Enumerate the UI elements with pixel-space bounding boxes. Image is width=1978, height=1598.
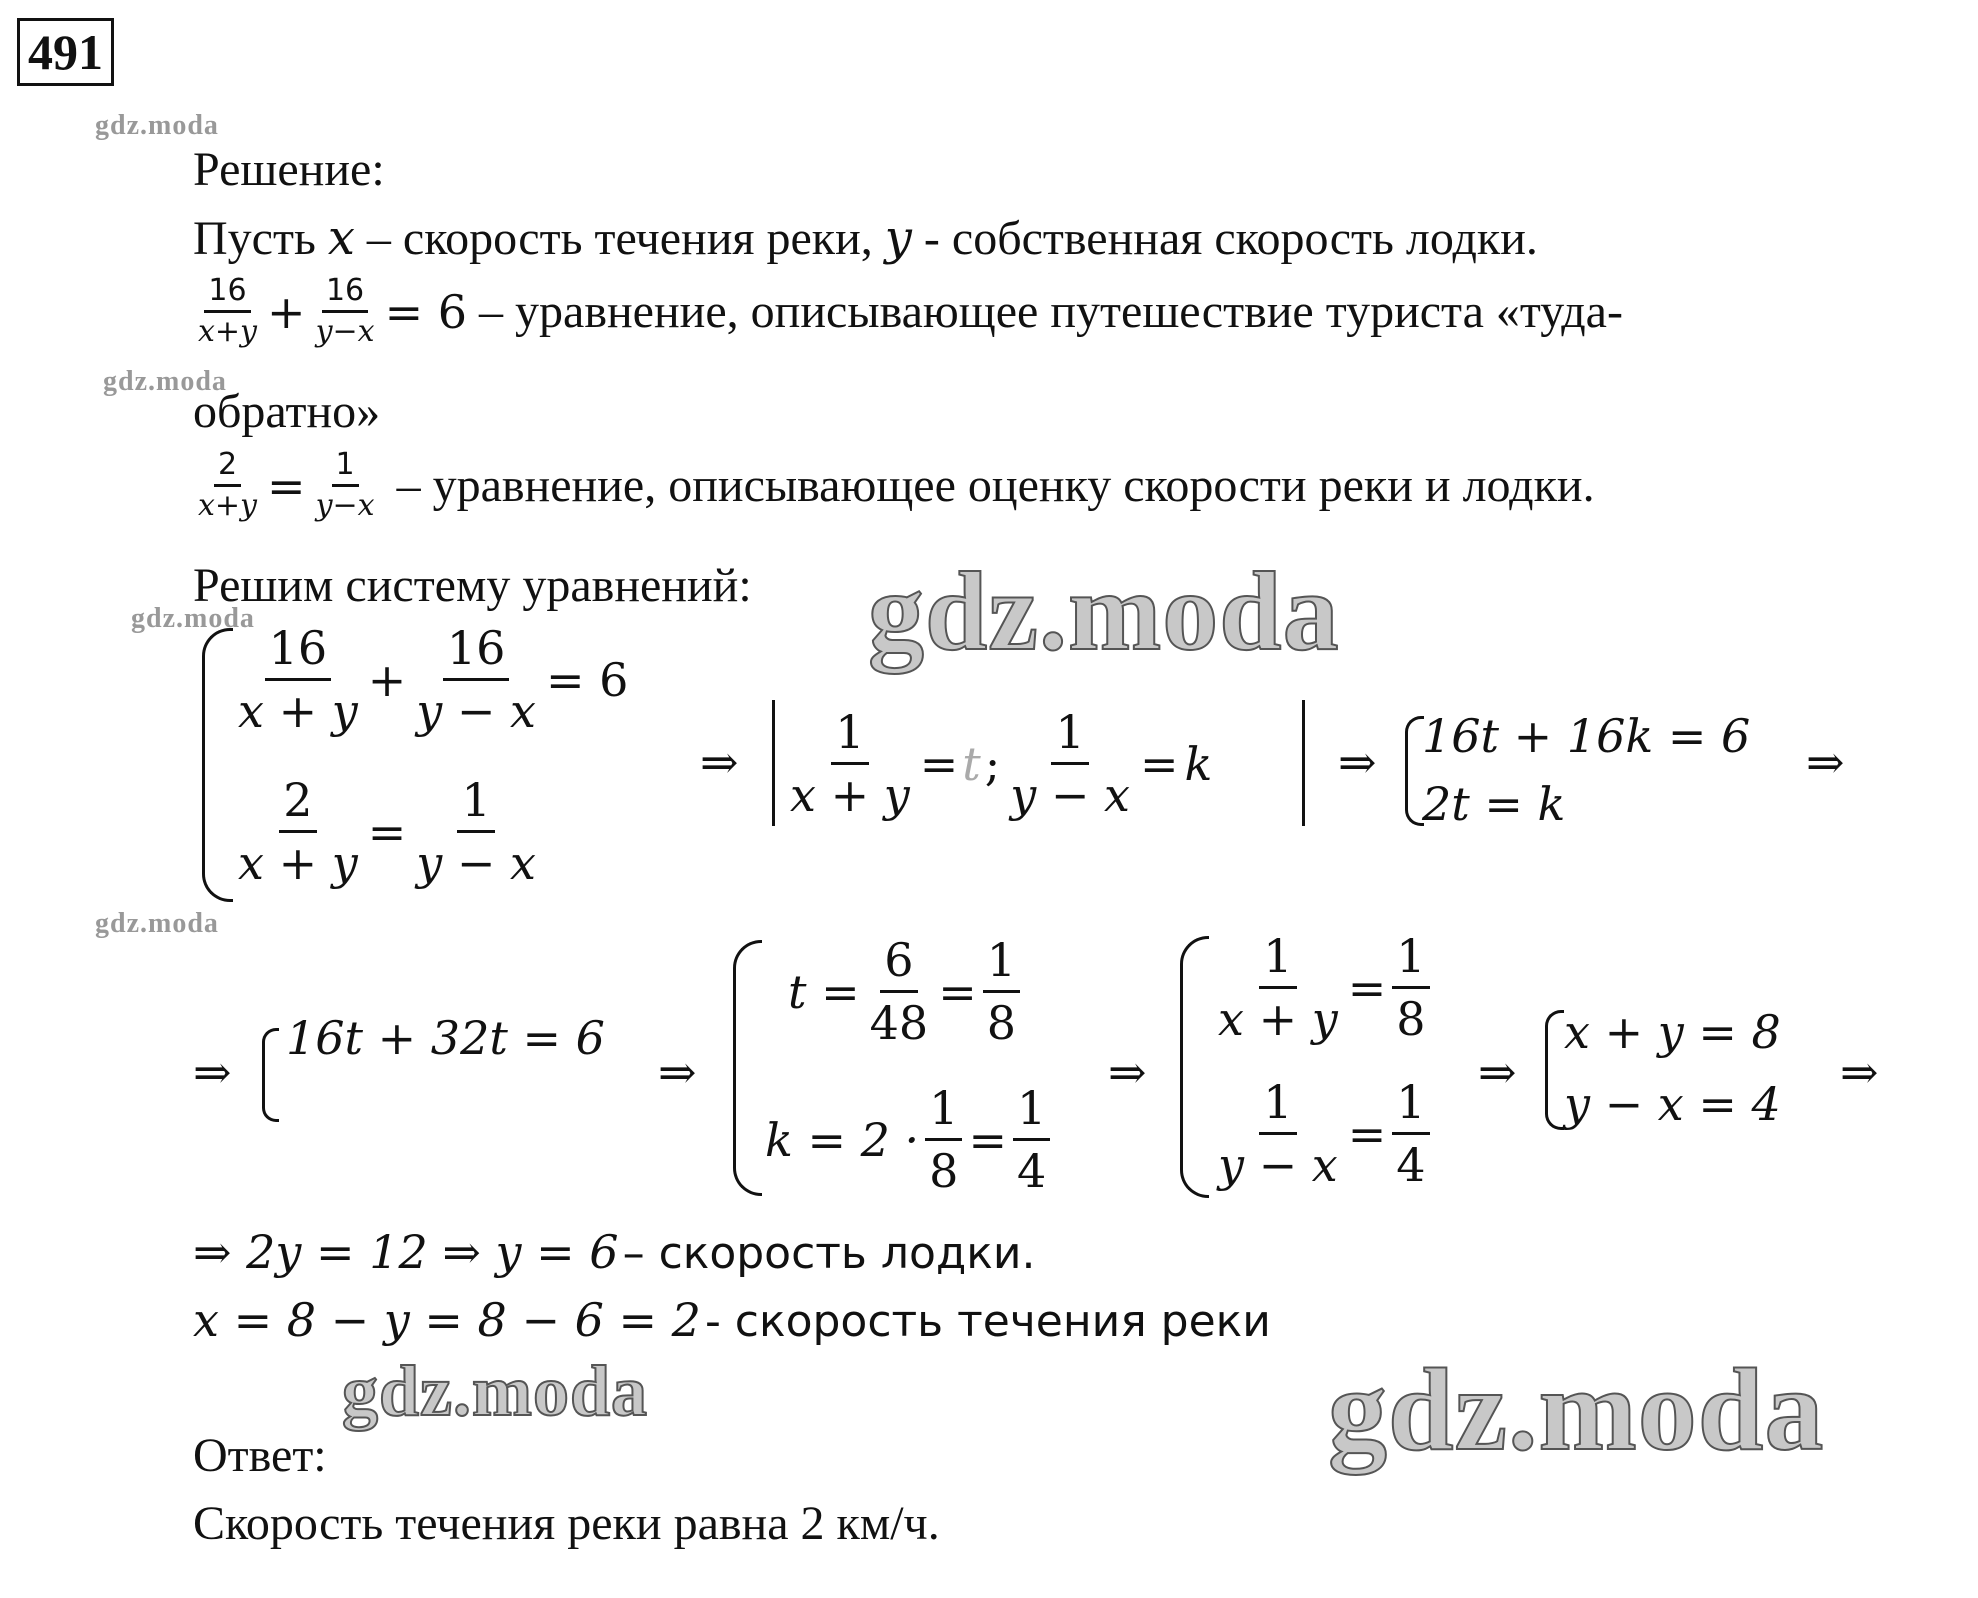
fraction (234, 618, 362, 741)
var-x: x (327, 210, 355, 266)
watermark-small: gdz.moda (95, 908, 219, 939)
plus-sign: + (367, 652, 407, 707)
k-value (765, 1078, 1056, 1201)
fraction (412, 770, 540, 893)
result-1-description: – скорость лодки. (622, 1228, 1036, 1279)
numerator: 1 (1013, 1078, 1050, 1141)
fraction (1392, 1072, 1429, 1195)
implies-arrow: ⇒ (700, 735, 739, 789)
watermark-small: gdz.moda (103, 366, 227, 397)
system-2-row-1: 16t + 16k = 6 (1422, 709, 1751, 763)
fraction (866, 930, 933, 1053)
equation-1-description-cont: обратно» (193, 385, 381, 438)
implies-arrow: ⇒ (1840, 1045, 1879, 1099)
plus-sign: + (267, 284, 306, 339)
denominator: y − x (1010, 768, 1130, 822)
denominator: x + y (1218, 992, 1338, 1046)
equation-1 (188, 272, 1623, 351)
let-line (193, 210, 1538, 267)
implies-arrow: ⇒ (1338, 735, 1377, 789)
fraction (1214, 1072, 1342, 1195)
numerator: 2 (214, 446, 241, 487)
let-text-2: – скорость течения реки, (366, 212, 873, 265)
subst-bar-left (772, 700, 775, 826)
equals-sign: = (267, 458, 306, 513)
substitution (780, 702, 1212, 825)
implies-arrow: ⇒ (1806, 735, 1845, 789)
watermark-large: gdz.moda (1328, 1344, 1825, 1475)
numerator: 16 (204, 272, 250, 313)
fraction (312, 272, 379, 351)
denominator: y − x (1218, 1138, 1338, 1192)
let-text-1: Пусть (193, 212, 316, 265)
denominator: x + y (790, 768, 910, 822)
equation-2-description: – уравнение, описывающее оценку скорости реки и лодки. (396, 458, 1595, 512)
fraction (194, 272, 261, 351)
equals-sign: = (1139, 736, 1179, 791)
watermark-large: gdz.moda (868, 550, 1340, 674)
denominator: x + y (238, 836, 358, 890)
answer-text: Скорость течения реки равна 2 км/ч. (193, 1497, 940, 1550)
k-lhs: k = 2 · (765, 1112, 920, 1167)
result-2-math: x = 8 − y = 8 − 6 = 2 (193, 1293, 701, 1347)
fraction (194, 446, 261, 525)
numerator: 16 (322, 272, 368, 313)
numerator: 1 (983, 930, 1020, 993)
result-2-description: - скорость течения реки (704, 1296, 1271, 1347)
system-brace (1545, 1010, 1564, 1130)
fraction (1006, 702, 1134, 825)
numerator: 1 (1392, 1072, 1429, 1135)
denominator: 48 (869, 996, 929, 1050)
fraction (786, 702, 914, 825)
denominator: x+y (198, 314, 258, 349)
system-brace (262, 1028, 279, 1122)
equation-1-description: – уравнение, описывающее путешествие туриста «туда- (479, 284, 1623, 338)
implies-arrow: ⇒ (193, 1045, 232, 1099)
system-2-row-2: 2t = k (1422, 777, 1566, 831)
let-text-3: - собственная скорость лодки. (923, 212, 1538, 265)
denominator: 8 (986, 996, 1017, 1050)
equals-sign: = (367, 804, 407, 859)
result-1 (193, 1222, 1035, 1282)
numerator: 1 (1259, 1072, 1296, 1135)
watermark-small: gdz.moda (131, 603, 255, 634)
fraction (983, 930, 1020, 1053)
var-k: k (1184, 736, 1213, 791)
denominator: y − x (416, 684, 536, 738)
system-4-row-2 (1208, 1072, 1436, 1195)
system-1-row-2 (228, 770, 546, 893)
numerator: 1 (1259, 926, 1296, 989)
implies-arrow: ⇒ (1108, 1045, 1147, 1099)
numerator: 1 (332, 446, 359, 487)
numerator: 16 (443, 618, 510, 681)
denominator: 8 (1396, 992, 1426, 1046)
subst-bar-right (1302, 700, 1305, 826)
denominator: 8 (929, 1144, 959, 1198)
equation-rhs: = 6 (545, 652, 629, 707)
denominator: 4 (1396, 1138, 1426, 1192)
watermark-medium: gdz.moda (342, 1351, 649, 1431)
fraction (312, 446, 379, 525)
result-1-math: ⇒ 2y = 12 ⇒ y = 6 (193, 1225, 619, 1279)
system-brace (733, 940, 762, 1196)
denominator: 4 (1017, 1144, 1047, 1198)
var-y: y (884, 210, 912, 266)
equals-sign: = (938, 964, 977, 1019)
denominator: y − x (416, 836, 536, 890)
fraction (1392, 926, 1429, 1049)
system-4-row-1 (1208, 926, 1436, 1049)
numerator: 1 (925, 1078, 962, 1141)
fraction (925, 1078, 962, 1201)
var-t: t (962, 736, 981, 791)
denominator: y−x (315, 314, 375, 349)
denominator: x+y (198, 488, 258, 523)
numerator: 16 (265, 618, 332, 681)
equation-rhs: = 6 (384, 284, 468, 339)
equation-2 (188, 446, 1595, 525)
equals-sign: = (919, 736, 959, 791)
equals-sign: = (1347, 960, 1387, 1015)
denominator: x + y (238, 684, 358, 738)
system-brace (1180, 936, 1209, 1198)
numerator: 2 (279, 770, 316, 833)
numerator: 6 (880, 930, 917, 993)
numerator: 1 (1392, 926, 1429, 989)
t-value (788, 930, 1026, 1053)
numerator: 1 (831, 702, 868, 765)
separator: ; (984, 736, 1001, 791)
problem-number: 491 (17, 18, 114, 86)
system-5-row-1: x + y = 8 (1564, 1005, 1781, 1059)
implies-arrow: ⇒ (1478, 1045, 1517, 1099)
denominator: y−x (315, 488, 375, 523)
implies-arrow: ⇒ (658, 1045, 697, 1099)
watermark-small: gdz.moda (95, 110, 219, 141)
solution-heading: Решение: (193, 143, 385, 196)
equals-sign: = (968, 1112, 1007, 1167)
numerator: 1 (1051, 702, 1088, 765)
solve-heading: Решим систему уравнений: (193, 559, 752, 612)
answer-heading: Ответ: (193, 1429, 327, 1482)
fraction (412, 618, 540, 741)
fraction (1214, 926, 1342, 1049)
result-2 (193, 1290, 1271, 1350)
system-1-row-1 (228, 618, 628, 741)
fraction (234, 770, 362, 893)
system-3: 16t + 32t = 6 (286, 1011, 605, 1065)
equals-sign: = (1347, 1106, 1387, 1161)
numerator: 1 (457, 770, 494, 833)
system-5-row-2: y − x = 4 (1564, 1077, 1781, 1131)
fraction (1013, 1078, 1050, 1201)
t-lhs: t = (788, 964, 860, 1019)
